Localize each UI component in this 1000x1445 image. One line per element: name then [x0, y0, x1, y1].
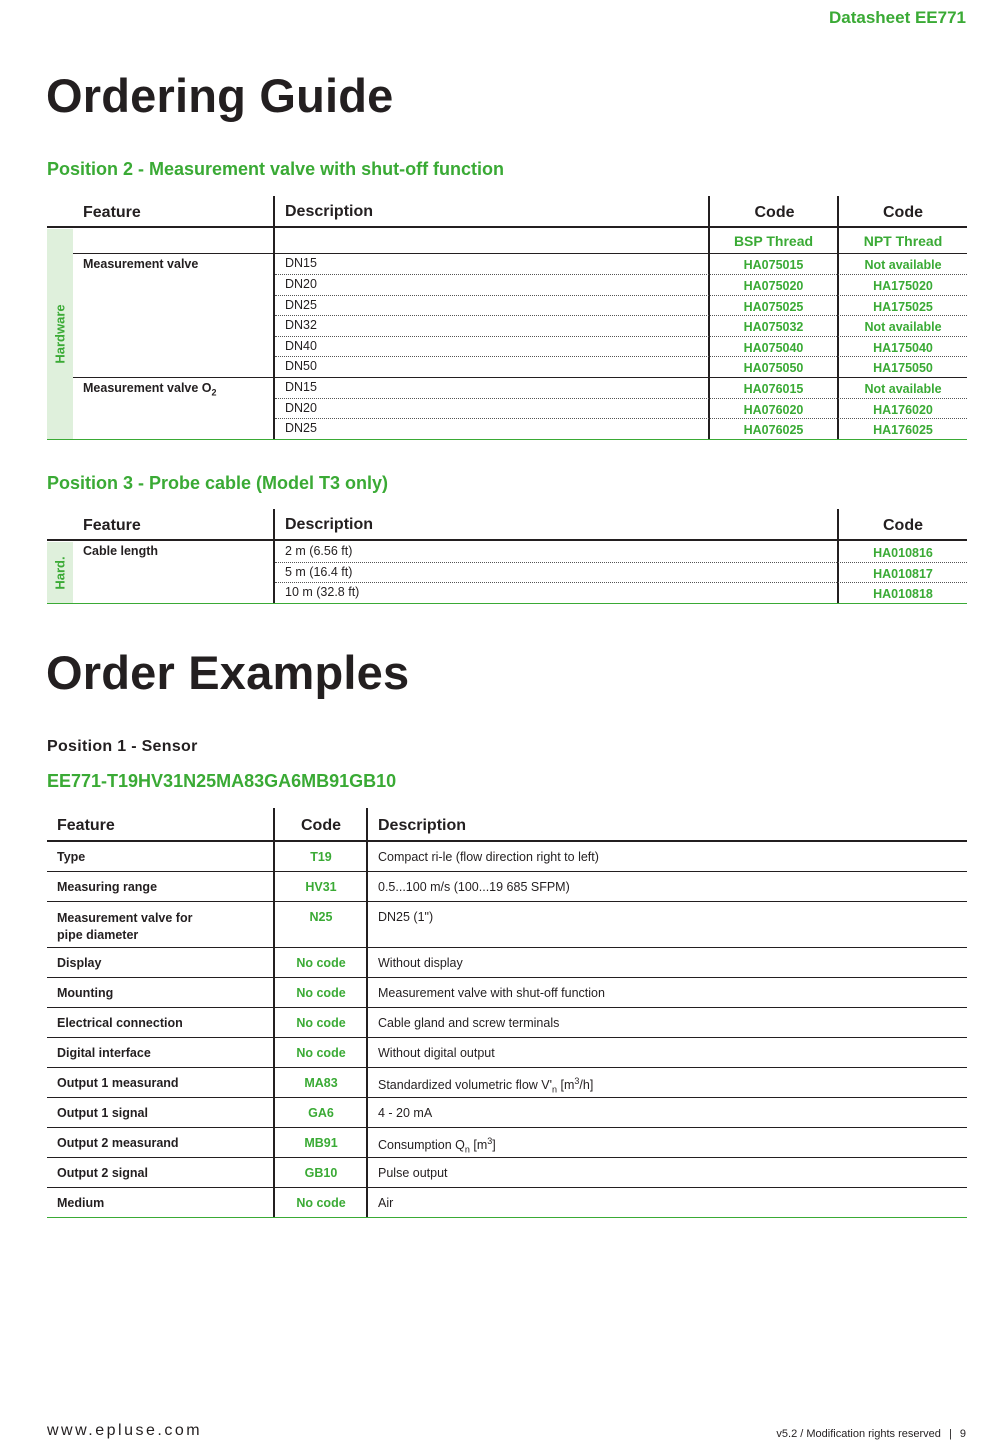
footer-page-number: 9 — [959, 1428, 966, 1440]
order-example-table — [47, 808, 967, 1219]
group-label-measurement-valve-o2: Measurement valve $O_2$ — [83, 381, 217, 398]
table-row: DN15 HA076015 Not available — [285, 380, 942, 396]
table-row: 2 m (6.56 ft) HA010816 — [285, 544, 933, 560]
subheader-bsp-thread: BSP Thread — [733, 233, 814, 249]
section-title-order-examples: Order Examples — [46, 646, 410, 699]
table-row: DN32 HA075032 Not available — [285, 318, 942, 334]
table-header — [47, 509, 967, 541]
order-example-code: EE771-T19HV31N25MA83GA6MB91GB10 — [47, 771, 397, 791]
group-label-measurement-valve: Measurement valve — [83, 257, 199, 271]
table-bottom-border — [47, 439, 967, 440]
column-header-description: Description — [285, 203, 374, 220]
table-row: Output 1 measurand MA83 Standardized volumetric flow $V'_n$ $[m^3/h]$ — [47, 1068, 967, 1098]
footer-version-text: v5.2 / Modification rights reserved — [776, 1428, 941, 1440]
table-row: Medium No code Air — [47, 1188, 967, 1218]
table-row: Electrical connection No code Cable gland and screw terminals — [47, 1008, 967, 1038]
page-title: Ordering Guide — [46, 69, 394, 122]
table-row: Type T19 Compact ri-le (flow direction right to left) — [47, 842, 967, 872]
footer-separator: | — [948, 1428, 952, 1440]
table-row: DN25 HA075025 HA175025 — [285, 298, 933, 314]
column-header-code-npt: Code — [883, 204, 923, 221]
table-row: DN40 HA075040 HA175040 — [285, 339, 933, 355]
feature-label-cable-length: Cable length — [83, 544, 159, 558]
table-header — [47, 808, 967, 842]
table-row: DN50 HA075050 HA175050 — [285, 359, 933, 375]
position-2-table — [47, 196, 967, 440]
column-header-code: Code — [301, 817, 341, 834]
column-header-description: Description — [285, 516, 374, 533]
datasheet-label: Datasheet EE771 — [828, 8, 966, 27]
column-header-code: Code — [883, 517, 923, 534]
column-header-feature: Feature — [57, 817, 115, 834]
table-row: Measurement valve for pipe diameter N25 DN25 (1") — [47, 902, 967, 948]
side-label-hard: Hard. — [47, 542, 73, 603]
table-bottom-border — [47, 603, 967, 604]
order-example-subheading: Position 1 - Sensor — [47, 738, 198, 755]
table-row: DN25 HA076025 HA176025 — [285, 421, 933, 437]
position-3-table — [47, 509, 967, 604]
column-header-code-bsp: Code — [754, 204, 795, 221]
table-row: 5 m (16.4 ft) HA010817 — [285, 565, 933, 581]
side-label-hardware: Hardware — [47, 229, 73, 439]
table-row: Mounting No code Measurement valve with shut-off function — [47, 978, 967, 1008]
column-header-description: Description — [378, 817, 467, 834]
table-row: 10 m (32.8 ft) HA010818 — [285, 585, 933, 601]
footer-website-link[interactable]: www.epluse.com — [47, 1422, 203, 1439]
footer-version — [776, 1428, 966, 1440]
table-row: Output 2 measurand MB91 Consumption $Q_n$ $[m^3]$ — [47, 1128, 967, 1158]
table-row: DN20 HA076020 HA176020 — [285, 401, 933, 417]
table-row: Display No code Without display — [47, 948, 967, 978]
table-row: Output 1 signal GA6 4 - 20 mA — [47, 1098, 967, 1128]
table-row: DN20 HA075020 HA175020 — [285, 277, 933, 293]
table-row: DN15 HA075015 Not available — [285, 256, 942, 272]
column-header-feature: Feature — [83, 204, 141, 221]
table-row: Digital interface No code Without digital output — [47, 1038, 967, 1068]
position-2-heading: Position 2 - Measurement valve with shut-off function — [47, 159, 505, 179]
subheader-npt-thread: NPT Thread — [863, 233, 943, 249]
column-header-feature: Feature — [83, 517, 141, 534]
position-3-heading: Position 3 - Probe cable (Model T3 only) — [47, 473, 389, 493]
table-row: Measuring range HV31 0.5...100 m/s (100...19 685 SFPM) — [47, 872, 967, 902]
table-row: Output 2 signal GB10 Pulse output — [47, 1158, 967, 1188]
